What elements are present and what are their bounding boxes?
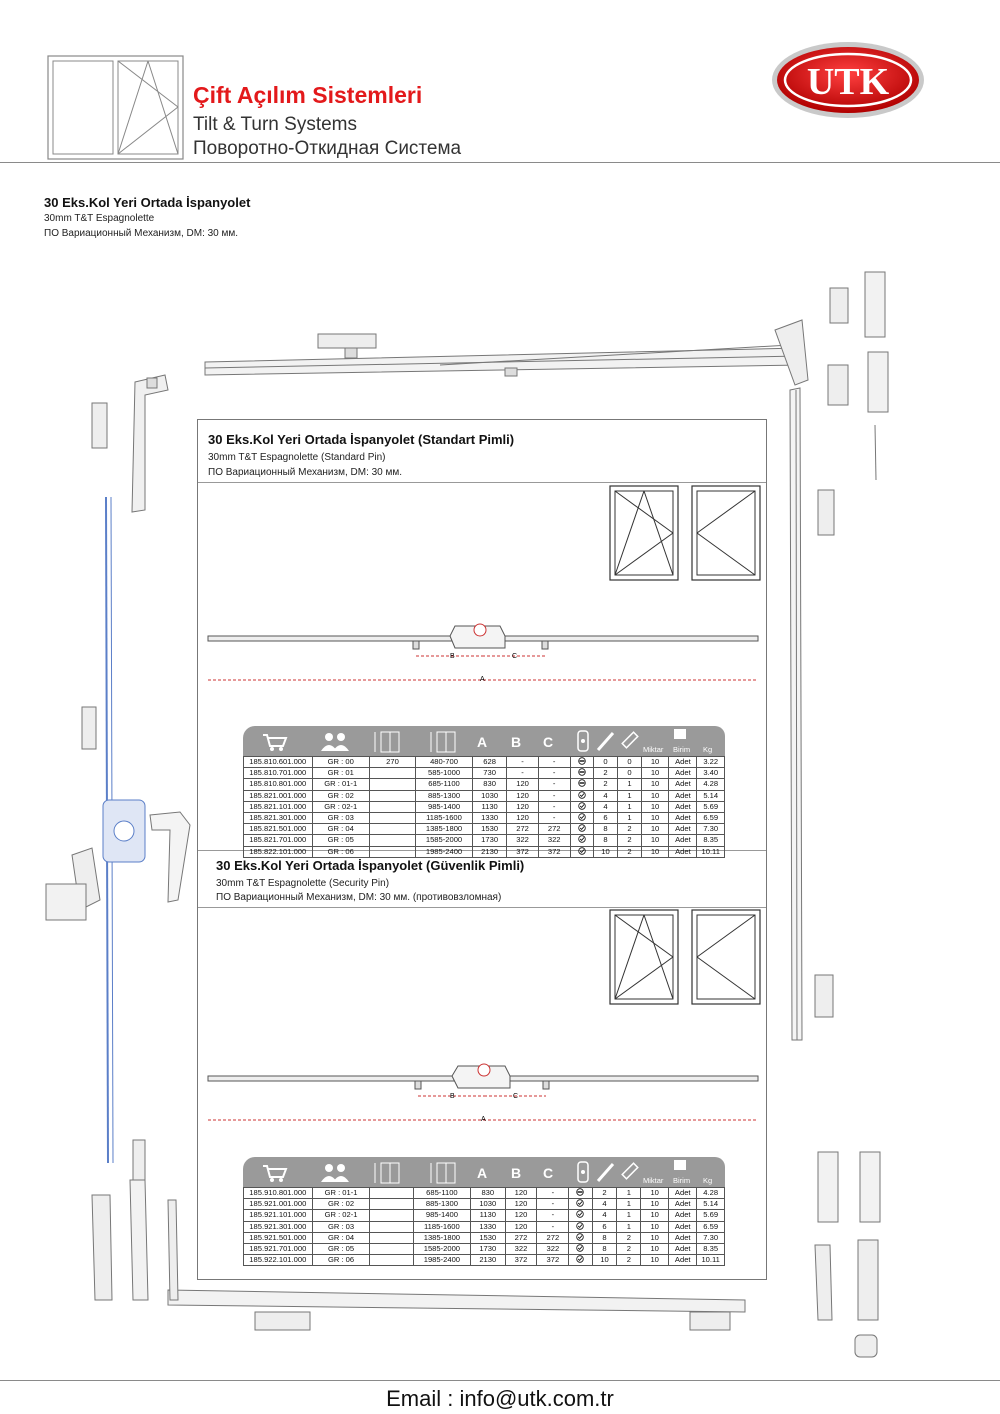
cell-b: 120 [507,790,539,801]
window-size-icon [373,728,403,754]
dim-label-b: B [450,653,455,660]
cell-code: 185.810.701.000 [244,768,313,779]
cell-screws: 2 [592,1188,617,1199]
cell-code: 185.921.501.000 [244,1232,313,1243]
dim-label-b: B [450,1093,455,1100]
cell-a: 730 [473,768,507,779]
cell-miktar: 10 [641,1199,669,1210]
col-c: C [543,1165,554,1181]
cell-b: 272 [507,824,539,835]
cell-birim: Adet [669,1255,697,1266]
cell-kg: 6.59 [697,1221,725,1232]
cell-keepers: 2 [618,824,642,835]
cell-kg: 5.14 [697,1199,725,1210]
col-kg: Kg [703,1176,723,1185]
cell-screws: 0 [593,757,618,768]
cell-keepers: 1 [617,1210,641,1221]
dim-label-a: A [480,676,485,683]
cell-dm [370,1232,413,1243]
cell-code: 185.822.101.000 [244,846,313,857]
cell-code: 185.810.601.000 [244,757,313,768]
cell-range: 1985-2400 [413,1255,470,1266]
standard-title: 30 Eks.Kol Yeri Ortada İspanyolet (Standart Pimli) [208,432,515,447]
cell-b: 120 [505,1188,537,1199]
cell-dm [369,790,415,801]
cell-code: 185.821.301.000 [244,813,313,824]
table-row [244,1188,725,1199]
cell-range: 1985-2400 [416,846,473,857]
cell-birim: Adet [669,1221,697,1232]
turn-window-icon [692,486,762,581]
security-subtitle-ru: ПО Вариационный Механизм, DM: 30 мм. (противовзломная) [216,892,502,903]
cell-b: - [507,757,539,768]
col-a: A [477,734,488,750]
col-b: B [511,734,522,750]
page-title: Çift Açılım Sistemleri [193,82,423,108]
window-height-icon [429,1159,459,1185]
spec-table-standard [243,756,725,858]
cell-dm [369,768,415,779]
cell-miktar: 10 [641,1255,669,1266]
cell-c: - [538,790,570,801]
cell-kg: 3.22 [697,757,725,768]
cell-dm [370,1188,413,1199]
cell-keepers: 2 [618,846,642,857]
table-row [244,1210,725,1221]
tilt-turn-window-icon [610,486,680,581]
cell-code: 185.922.101.000 [244,1255,313,1266]
customer-group-icon [319,1162,351,1184]
contact-email[interactable]: Email : info@utk.com.tr [386,1386,614,1411]
footer-divider [0,1380,1000,1381]
cell-gr: GR : 04 [312,1232,370,1243]
col-miktar: Miktar [643,745,671,754]
table-row [244,824,725,835]
cell-kg: 4.28 [697,779,725,790]
cell-birim: Adet [669,824,697,835]
standard-subtitle-en: 30mm T&T Espagnolette (Standard Pin) [208,452,386,463]
cell-dm [370,1244,413,1255]
cell-dm [369,801,415,812]
cell-gr: GR : 02 [312,1199,370,1210]
cell-c: 272 [538,824,570,835]
spec-table-security [243,1187,725,1266]
cell-c: - [537,1221,569,1232]
cell-gr: GR : 03 [312,813,369,824]
cell-miktar: 10 [641,835,669,846]
cell-range: 1185-1600 [413,1221,470,1232]
cell-b: 120 [505,1221,537,1232]
cell-c: - [538,801,570,812]
table-row [244,1255,725,1266]
table-row [244,1221,725,1232]
cell-c: 322 [537,1244,569,1255]
cell-kg: 10.11 [697,846,725,857]
table-row [244,813,725,824]
cell-dm [370,1255,413,1266]
cell-birim: Adet [669,1199,697,1210]
pin-check-icon [570,824,593,835]
cart-icon [261,1163,289,1183]
cell-b: 322 [505,1244,537,1255]
cell-code: 185.910.801.000 [244,1188,313,1199]
cell-screws: 4 [593,790,618,801]
cell-miktar: 10 [641,846,669,857]
table-row [244,1232,725,1243]
cell-c: - [538,779,570,790]
cell-b: 272 [505,1232,537,1243]
cell-range: 885-1300 [413,1199,470,1210]
cell-a: 2130 [471,1255,505,1266]
pin-blank-icon [570,779,593,790]
cell-c: 372 [537,1255,569,1266]
cell-keepers: 1 [617,1188,641,1199]
cell-a: 830 [471,1188,505,1199]
cell-miktar: 10 [641,824,669,835]
cell-gr: GR : 06 [312,1255,370,1266]
col-kg: Kg [703,745,723,754]
cell-c: - [537,1210,569,1221]
col-birim: Birim [673,745,699,754]
cell-a: 1730 [471,1244,505,1255]
pin-check-icon [569,1210,592,1221]
cell-c: - [538,768,570,779]
cell-code: 185.821.501.000 [244,824,313,835]
cell-b: 120 [505,1210,537,1221]
panel-divider [198,482,766,483]
cell-a: 1730 [473,835,507,846]
cell-keepers: 2 [617,1232,641,1243]
turn-window-icon [692,910,762,1005]
cell-range: 1585-2000 [416,835,473,846]
cell-birim: Adet [669,757,697,768]
cell-kg: 5.69 [697,801,725,812]
cell-birim: Adet [669,835,697,846]
cell-miktar: 10 [641,757,669,768]
table-row [244,1244,725,1255]
cell-code: 185.821.101.000 [244,801,313,812]
cell-range: 985-1400 [416,801,473,812]
cell-screws: 4 [593,801,618,812]
cell-dm [369,813,415,824]
section-subtitle-ru: ПО Вариационный Механизм, DM: 30 мм. [44,228,239,239]
table-row [244,1199,725,1210]
cell-keepers: 0 [618,757,642,768]
cell-birim: Adet [669,813,697,824]
pin-blank-icon [570,757,593,768]
pin-icon [575,1160,591,1184]
tilt-turn-window-icon [610,910,680,1005]
cell-range: 585-1000 [416,768,473,779]
pin-check-icon [570,813,593,824]
table-row [244,757,725,768]
cell-code: 185.821.001.000 [244,790,313,801]
cell-keepers: 1 [618,801,642,812]
cell-miktar: 10 [641,1221,669,1232]
pin-check-icon [569,1199,592,1210]
col-c: C [543,734,554,750]
cell-dm [369,824,415,835]
cell-screws: 4 [592,1199,617,1210]
cell-range: 480-700 [416,757,473,768]
cell-gr: GR : 05 [312,1244,370,1255]
cell-birim: Adet [669,779,697,790]
cell-screws: 2 [593,779,618,790]
cell-kg: 3.40 [697,768,725,779]
cell-range: 685-1100 [416,779,473,790]
cell-range: 1385-1800 [413,1232,470,1243]
cell-gr: GR : 04 [312,824,369,835]
dim-label-a: A [481,1116,486,1123]
cell-code: 185.821.701.000 [244,835,313,846]
package-icon [671,727,689,741]
cell-birim: Adet [669,1244,697,1255]
cell-screws: 8 [593,835,618,846]
cell-birim: Adet [669,768,697,779]
cell-dm [370,1199,413,1210]
cell-gr: GR : 02 [312,790,369,801]
cell-screws: 8 [593,824,618,835]
pin-blank-icon [570,768,593,779]
cell-code: 185.921.001.000 [244,1199,313,1210]
table-row [244,768,725,779]
window-height-icon [429,728,459,754]
keeper-icon [619,1160,641,1184]
keeper-icon [619,729,641,753]
cell-b: 372 [505,1255,537,1266]
cell-b: 120 [507,813,539,824]
cell-gr: GR : 01-1 [312,779,369,790]
cell-c: - [538,813,570,824]
cell-dm [370,1210,413,1221]
cell-kg: 8.35 [697,835,725,846]
col-b: B [511,1165,522,1181]
cell-screws: 8 [592,1232,617,1243]
cell-screws: 6 [592,1221,617,1232]
cell-kg: 10.11 [697,1255,725,1266]
cell-gr: GR : 06 [312,846,369,857]
cell-miktar: 10 [641,813,669,824]
cell-b: 120 [507,779,539,790]
cell-kg: 5.69 [697,1210,725,1221]
espagnolette-drawing-standard [200,608,760,688]
page-subtitle-ru: Поворотно-Откидная Система [193,138,462,159]
cell-screws: 10 [592,1255,617,1266]
pin-check-icon [569,1221,592,1232]
security-subtitle-en: 30mm T&T Espagnolette (Security Pin) [216,878,390,889]
cell-birim: Adet [669,1232,697,1243]
cell-kg: 6.59 [697,813,725,824]
spec-table-header [243,726,725,756]
cell-a: 2130 [473,846,507,857]
cell-a: 628 [473,757,507,768]
pin-check-icon [570,790,593,801]
espagnolette-drawing-security [200,1048,760,1128]
cell-kg: 8.35 [697,1244,725,1255]
pin-check-icon [570,846,593,857]
window-size-icon [373,1159,403,1185]
cell-dm [370,1221,413,1232]
pin-check-icon [569,1232,592,1243]
cell-gr: GR : 01-1 [312,1188,370,1199]
cell-dm [369,835,415,846]
cell-range: 1585-2000 [413,1244,470,1255]
cell-miktar: 10 [641,768,669,779]
cell-range: 885-1300 [416,790,473,801]
cell-keepers: 2 [617,1244,641,1255]
cell-miktar: 10 [641,1210,669,1221]
cell-screws: 10 [593,846,618,857]
table-row [244,835,725,846]
cell-range: 985-1400 [413,1210,470,1221]
cell-screws: 6 [593,813,618,824]
dim-label-c: C [513,1093,519,1100]
cell-keepers: 1 [618,779,642,790]
cell-screws: 4 [592,1210,617,1221]
cell-range: 685-1100 [413,1188,470,1199]
cell-birim: Adet [669,846,697,857]
cell-a: 1030 [471,1199,505,1210]
cell-keepers: 2 [618,835,642,846]
cell-a: 1130 [471,1210,505,1221]
cell-kg: 7.30 [697,1232,725,1243]
screw-icon [595,729,617,753]
cell-code: 185.921.101.000 [244,1210,313,1221]
cell-keepers: 1 [618,813,642,824]
cell-keepers: 1 [617,1199,641,1210]
customer-group-icon [319,731,351,753]
cell-gr: GR : 02-1 [312,1210,370,1221]
cell-a: 1330 [473,813,507,824]
cell-gr: GR : 05 [312,835,369,846]
table-row [244,846,725,857]
screw-icon [595,1160,617,1184]
cell-dm [369,779,415,790]
cell-a: 1030 [473,790,507,801]
col-miktar: Miktar [643,1176,671,1185]
cell-birim: Adet [669,801,697,812]
cell-miktar: 10 [641,801,669,812]
cell-screws: 2 [593,768,618,779]
cell-kg: 5.14 [697,790,725,801]
cell-miktar: 10 [641,779,669,790]
cell-range: 1385-1800 [416,824,473,835]
cell-b: 322 [507,835,539,846]
cell-b: 120 [507,801,539,812]
section-subtitle-en: 30mm T&T Espagnolette [44,213,155,224]
pin-check-icon [569,1255,592,1266]
security-title: 30 Eks.Kol Yeri Ortada İspanyolet (Güvenlik Pimli) [216,858,525,873]
pin-blank-icon [569,1188,592,1199]
cell-gr: GR : 00 [312,757,369,768]
cell-birim: Adet [669,790,697,801]
table-row [244,779,725,790]
cell-keepers: 1 [617,1221,641,1232]
cell-kg: 4.28 [697,1188,725,1199]
section-title: 30 Eks.Kol Yeri Ortada İspanyolet [44,195,251,210]
col-birim: Birim [673,1176,699,1185]
cell-c: - [537,1199,569,1210]
cell-miktar: 10 [641,1244,669,1255]
logo-text: UTK [806,61,890,103]
cell-miktar: 10 [641,1232,669,1243]
cell-c: 322 [538,835,570,846]
cell-code: 185.810.801.000 [244,779,313,790]
cell-screws: 8 [592,1244,617,1255]
cell-gr: GR : 03 [312,1221,370,1232]
standard-subtitle-ru: ПО Вариационный Механизм, DM: 30 мм. [208,467,403,478]
pin-check-icon [570,835,593,846]
cell-a: 1130 [473,801,507,812]
cell-a: 830 [473,779,507,790]
cell-birim: Adet [669,1210,697,1221]
cell-c: 272 [537,1232,569,1243]
cell-range: 1185-1600 [416,813,473,824]
cell-dm [369,846,415,857]
cell-code: 185.921.701.000 [244,1244,313,1255]
cell-keepers: 2 [617,1255,641,1266]
page-subtitle-en: Tilt & Turn Systems [193,114,357,135]
dim-label-c: C [512,653,518,660]
panel-divider [198,907,766,908]
cell-c: 372 [538,846,570,857]
cell-a: 1530 [473,824,507,835]
cell-b: 372 [507,846,539,857]
pin-check-icon [570,801,593,812]
pin-check-icon [569,1244,592,1255]
col-a: A [477,1165,488,1181]
cell-keepers: 0 [618,768,642,779]
cell-c: - [537,1188,569,1199]
cell-birim: Adet [669,1188,697,1199]
cell-b: - [507,768,539,779]
cell-miktar: 10 [641,790,669,801]
cell-b: 120 [505,1199,537,1210]
pin-icon [575,729,591,753]
table-row [244,801,725,812]
cell-keepers: 1 [618,790,642,801]
cell-code: 185.921.301.000 [244,1221,313,1232]
cell-miktar: 10 [641,1188,669,1199]
package-icon [671,1158,689,1172]
spec-table-header [243,1157,725,1187]
cell-gr: GR : 01 [312,768,369,779]
cart-icon [261,732,289,752]
cell-dm: 270 [369,757,415,768]
table-row [244,790,725,801]
cell-a: 1330 [471,1221,505,1232]
cell-c: - [538,757,570,768]
cell-kg: 7.30 [697,824,725,835]
cell-a: 1530 [471,1232,505,1243]
cell-gr: GR : 02-1 [312,801,369,812]
